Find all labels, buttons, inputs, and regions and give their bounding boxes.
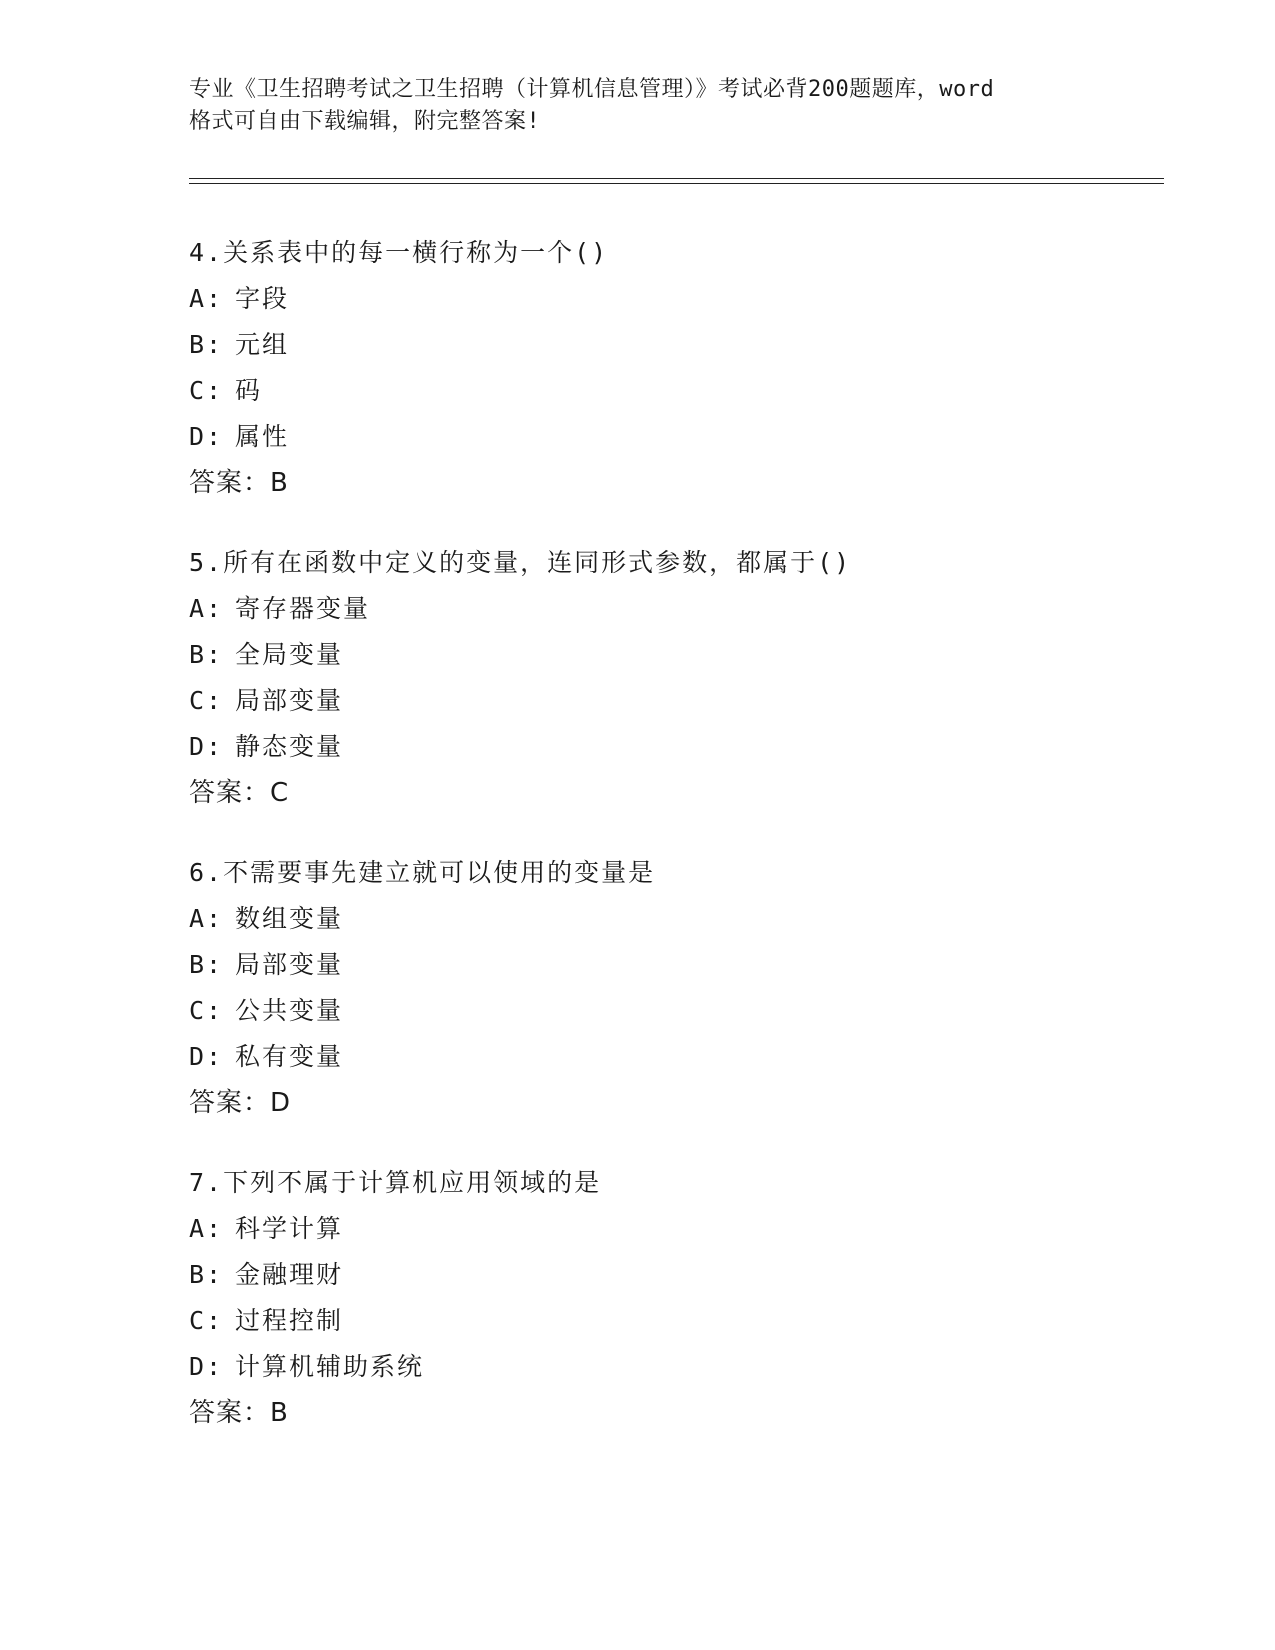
option-key: D: — [189, 732, 224, 761]
option-text: 全局变量 — [235, 640, 344, 669]
option-key: C: — [189, 376, 224, 405]
option-c — [189, 678, 1164, 724]
option-text: 私有变量 — [235, 1042, 344, 1071]
header-line-2: 格式可自由下载编辑，附完整答案! — [189, 109, 541, 134]
option-text: 码 — [235, 376, 263, 405]
option-text: 元组 — [235, 330, 290, 359]
question-4 — [189, 230, 1164, 506]
option-d — [189, 414, 1164, 460]
question-6 — [189, 850, 1164, 1126]
question-stem: 4.关系表中的每一横行称为一个() — [189, 238, 609, 267]
option-key: A: — [189, 1214, 224, 1243]
option-c — [189, 1298, 1164, 1344]
option-text: 寄存器变量 — [235, 594, 371, 623]
option-key: A: — [189, 284, 224, 313]
option-d — [189, 1034, 1164, 1080]
option-text: 公共变量 — [235, 996, 344, 1025]
option-text: 静态变量 — [235, 732, 344, 761]
answer-line: 答案：B — [189, 1398, 289, 1428]
option-text: 局部变量 — [235, 950, 344, 979]
answer-line: 答案：C — [189, 778, 290, 808]
answer-line: 答案：D — [189, 1088, 292, 1118]
option-b — [189, 1252, 1164, 1298]
option-key: A: — [189, 594, 224, 623]
option-d — [189, 1344, 1164, 1390]
option-c — [189, 368, 1164, 414]
option-key: C: — [189, 686, 224, 715]
question-list — [189, 230, 1164, 1470]
option-text: 局部变量 — [235, 686, 344, 715]
option-c — [189, 988, 1164, 1034]
option-key: B: — [189, 1260, 224, 1289]
option-key: B: — [189, 950, 224, 979]
document-header — [189, 74, 1089, 138]
option-a — [189, 1206, 1164, 1252]
option-b — [189, 942, 1164, 988]
question-stem: 6.不需要事先建立就可以使用的变量是 — [189, 858, 656, 887]
option-key: B: — [189, 330, 224, 359]
option-a — [189, 586, 1164, 632]
option-key: D: — [189, 422, 224, 451]
option-text: 字段 — [235, 284, 290, 313]
header-line-1: 专业《卫生招聘考试之卫生招聘（计算机信息管理）》考试必背200题题库，word — [189, 77, 995, 102]
option-b — [189, 322, 1164, 368]
question-stem: 7.下列不属于计算机应用领域的是 — [189, 1168, 602, 1197]
option-key: C: — [189, 996, 224, 1025]
option-text: 数组变量 — [235, 904, 344, 933]
option-a — [189, 896, 1164, 942]
option-key: D: — [189, 1042, 224, 1071]
question-5 — [189, 540, 1164, 816]
option-text: 科学计算 — [235, 1214, 344, 1243]
double-rule-divider — [189, 178, 1164, 184]
option-key: D: — [189, 1352, 224, 1381]
option-key: B: — [189, 640, 224, 669]
option-b — [189, 632, 1164, 678]
option-text: 过程控制 — [235, 1306, 344, 1335]
question-7 — [189, 1160, 1164, 1436]
option-text: 计算机辅助系统 — [235, 1352, 425, 1381]
option-a — [189, 276, 1164, 322]
question-stem: 5.所有在函数中定义的变量，连同形式参数，都属于() — [189, 548, 852, 577]
option-d — [189, 724, 1164, 770]
option-key: C: — [189, 1306, 224, 1335]
option-text: 金融理财 — [235, 1260, 344, 1289]
option-key: A: — [189, 904, 224, 933]
option-text: 属性 — [235, 422, 290, 451]
answer-line: 答案：B — [189, 468, 289, 498]
